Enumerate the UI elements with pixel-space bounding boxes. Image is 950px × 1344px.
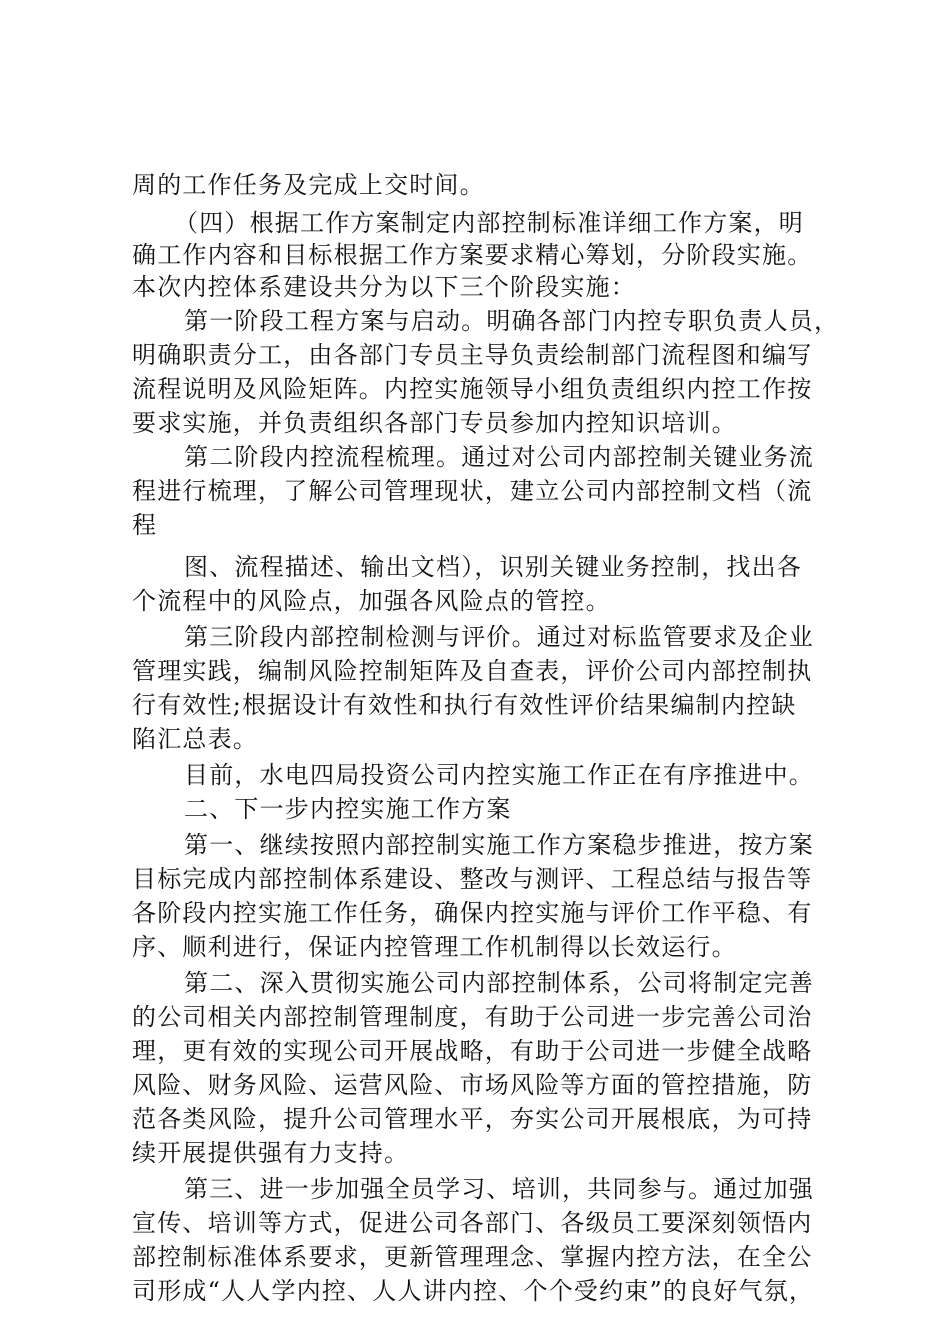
text-line: 程进行梳理，了解公司管理现状，建立公司内部控制文档（流	[132, 477, 813, 505]
text-line: 周的工作任务及完成上交时间。	[132, 171, 485, 199]
text-line: （四）根据工作方案制定内部控制标准详细工作方案，明	[174, 209, 804, 237]
text-line: 各阶段内控实施工作任务，确保内控实施与评价工作平稳、有	[132, 899, 813, 927]
text-line: 司形成“人人学内控、人人讲内控、个个受约束”的良好气氛，	[132, 1277, 815, 1305]
text-line: 确工作内容和目标根据工作方案要求精心筹划，分阶段实施。	[132, 241, 813, 269]
text-line: 风险、财务风险、运营风险、市场风险等方面的管控措施，防	[132, 1071, 813, 1099]
text-line: 明确职责分工，由各部门专员主导负责绘制部门流程图和编写	[132, 341, 813, 369]
text-line: 的公司相关内部控制管理制度，有助于公司进一步完善公司治	[132, 1003, 813, 1031]
text-line: 范各类风险，提升公司管理水平，夯实公司开展根底，为可持	[132, 1105, 813, 1133]
text-line: 第一阶段工程方案与启动。明确各部门内控专职负责人员，	[184, 307, 840, 335]
text-line: 目标完成内部控制体系建设、整改与测评、工程总结与报告等	[132, 865, 813, 893]
text-line: 宣传、培训等方式，促进公司各部门、各级员工要深刻领悟内	[132, 1209, 813, 1237]
text-line: 第三、进一步加强全员学习、培训，共同参与。通过加强	[184, 1175, 814, 1203]
text-line: 要求实施，并负责组织各部门专员参加内控知识培训。	[132, 409, 737, 437]
text-line: 流程说明及风险矩阵。内控实施领导小组负责组织内控工作按	[132, 375, 813, 403]
text-line: 个流程中的风险点，加强各风险点的管控。	[132, 587, 611, 615]
text-line: 第三阶段内部控制检测与评价。通过对标监管要求及企业	[184, 623, 814, 651]
text-line: 行有效性;根据设计有效性和执行有效性评价结果编制内控缺	[132, 691, 797, 719]
text-line: 程	[132, 511, 158, 539]
text-line: 图、流程描述、输出文档），识别关键业务控制，找出各	[184, 553, 802, 581]
text-line: 序、顺利进行，保证内控管理工作机制得以长效运行。	[132, 933, 737, 961]
text-line: 部控制标准体系要求，更新管理理念、掌握内控方法，在全公	[132, 1243, 813, 1271]
text-line: 目前，水电四局投资公司内控实施工作正在有序推进中。	[184, 761, 814, 789]
section-heading: 二、下一步内控实施工作方案	[184, 795, 512, 823]
text-line: 本次内控体系建设共分为以下三个阶段实施：	[132, 273, 636, 301]
text-line: 续开展提供强有力支持。	[132, 1139, 410, 1167]
text-line: 陷汇总表。	[132, 725, 258, 753]
text-line: 第一、继续按照内部控制实施工作方案稳步推进，按方案	[184, 831, 814, 859]
text-line: 管理实践，编制风险控制矩阵及自查表，评价公司内部控制执	[132, 657, 813, 685]
text-line: 第二、深入贯彻实施公司内部控制体系，公司将制定完善	[184, 969, 814, 997]
text-line: 理，更有效的实现公司开展战略，有助于公司进一步健全战略	[132, 1037, 813, 1065]
text-line: 第二阶段内控流程梳理。通过对公司内部控制关键业务流	[184, 443, 814, 471]
